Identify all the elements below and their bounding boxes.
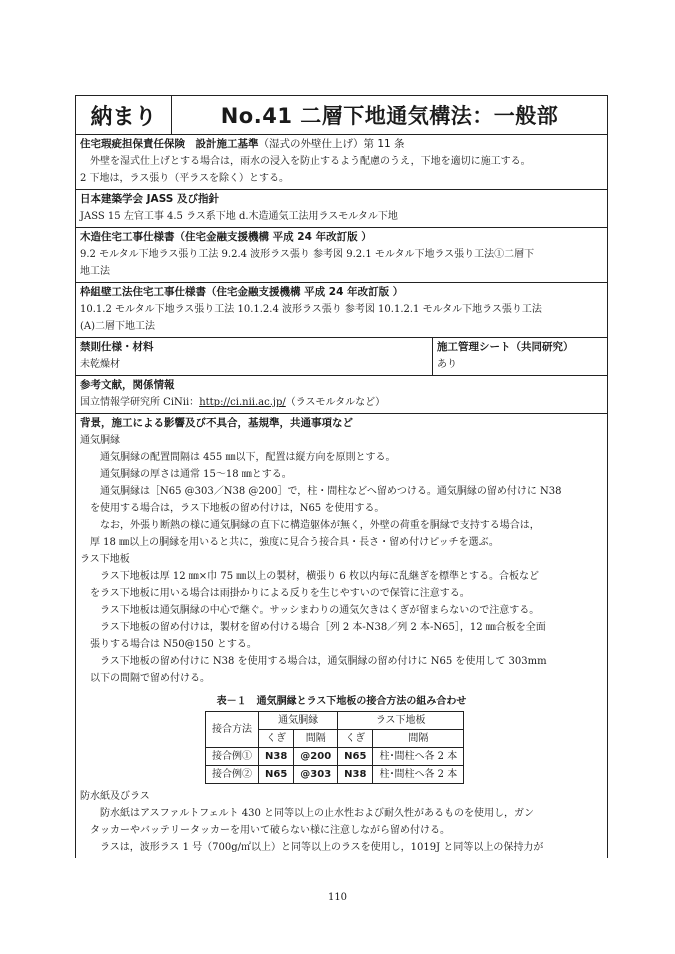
table-cell: 柱･間柱へ各 2 本	[373, 766, 464, 784]
section-heading: 木造住宅工事仕様書（住宅金融支援機構 平成 24 年改訂版 ）	[80, 231, 372, 243]
table-cell: N38	[338, 766, 373, 784]
paragraph-line: 張りする場合は N50@150 とする。	[90, 639, 257, 650]
section-frame-spec	[76, 283, 607, 338]
paragraph-line: ラスは，波形ラス 1 号（700g/㎡以上）と同等以上のラスを使用し，1019J と同等以上の保持力が	[100, 842, 544, 853]
paragraph-line: ラス下地板は厚 12 ㎜×巾 75 ㎜以上の製材，横張り 6 枚以内毎に乱継ぎを標準とする。合板など	[100, 571, 539, 582]
paragraph-line: をラス下地板に用いる場合は雨掛かりによる反りを生じやすいので保管に注意する。	[90, 588, 470, 599]
table-header-cell: 間隔	[294, 730, 338, 748]
section-text: 地工法	[80, 266, 110, 277]
section-text: 未乾燥材	[80, 359, 120, 370]
paragraph-line: ラス下地板の留め付けは，製材を留め付ける場合［列 2 本-N38／列 2 本-N65］，12 ㎜合板を全面	[100, 622, 546, 633]
section-text: 国立情報学研究所 CiNii：http://ci.nii.ac.jp/（ラスモルタルなど）	[80, 397, 386, 408]
table-cell: N65	[338, 748, 373, 766]
section-heading: 住宅瑕疵担保責任保険 設計施工基準（湿式の外壁仕上げ）第 11 条	[80, 138, 405, 150]
paragraph-line: 以下の間隔で留め付ける。	[90, 673, 210, 684]
table-cell: N38	[259, 748, 294, 766]
section-heading: 日本建築学会 JASS 及び指針	[80, 193, 219, 205]
paragraph-line: 厚 18 ㎜以上の胴縁を用いると共に，強度に見合う接合具・長さ・留め付けピッチを選ぶ。	[90, 537, 499, 548]
table-header-cell: ラス下地板	[338, 712, 464, 730]
section-text: 2 下地は，ラス張り（平ラスを除く）とする。	[80, 173, 289, 184]
table-cell: 柱･間柱へ各 2 本	[373, 748, 464, 766]
section-background	[76, 414, 607, 858]
section-text: 10.1.2 モルタル下地ラス張り工法 10.1.2.4 波形ラス張り 参考図 10.1.2.1 モルタル下地ラス張り工法	[80, 304, 542, 315]
section-wooden-spec	[76, 228, 607, 283]
section-prohibited-and-sheet	[76, 338, 607, 376]
section-text: (A)二層下地工法	[80, 321, 156, 332]
category-label: 納まり	[76, 96, 172, 134]
table-header-row	[206, 712, 464, 730]
section-text: あり	[437, 359, 457, 370]
paragraph-line: 通気胴縁の配置間隔は 455 ㎜以下，配置は縦方向を原則とする。	[100, 452, 396, 463]
table-header-cell: 通気胴縁	[259, 712, 338, 730]
paragraph-line: 通気胴縁の厚さは通常 15～18 ㎜とする。	[100, 469, 292, 480]
cinii-link[interactable]: http://ci.nii.ac.jp/	[199, 397, 286, 408]
page-title: No.41 二層下地通気構法：一般部	[220, 104, 559, 128]
section-references	[76, 376, 607, 414]
table-cell: 接合例②	[206, 766, 259, 784]
table-header-cell: 接合方法	[206, 712, 259, 748]
table-cell: N65	[259, 766, 294, 784]
paragraph-line: ラス下地板の留め付けに N38 を使用する場合は，通気胴縁の留め付けに N65 を使用して 303mm	[100, 656, 547, 667]
table-row	[206, 766, 464, 784]
table-header-cell: 間隔	[373, 730, 464, 748]
paragraph-line: 通気胴縁は［N65 @303／N38 @200］で，柱・間柱などへ留めつける。通気胴縁の留め付けに N38	[100, 486, 562, 497]
section-text: JASS 15 左官工事 4.5 ラス系下地 d.木造通気工法用ラスモルタル下地	[80, 211, 398, 222]
title-bar	[76, 96, 607, 135]
paragraph-line: なお，外張り断熱の様に通気胴縁の直下に構造躯体が無く，外壁の荷重を胴縁で支持する場合は，	[100, 520, 540, 531]
section-text: 外壁を湿式仕上げとする場合は，雨水の浸入を防止するよう配慮のうえ，下地を適切に施工する。	[90, 156, 531, 167]
table-cell: @200	[294, 748, 338, 766]
subheading-lath-board: ラス下地板	[80, 554, 130, 565]
paragraph-line: 防水紙はアスファルトフェルト 430 と同等以上の止水性および耐久性があるものを使用し，ガン	[100, 808, 535, 819]
section-heading: 禁則仕様・材料	[80, 341, 154, 353]
table-cell: @303	[294, 766, 338, 784]
subheading-waterproof-and-lath: 防水紙及びラス	[80, 791, 150, 802]
section-heading: 背景，施工による影響及び不具合，基規準，共通事項など	[80, 417, 353, 429]
section-heading: 参考文献，関係情報	[80, 379, 175, 391]
prohibited-cell	[76, 338, 433, 375]
section-jass	[76, 190, 607, 228]
paragraph-line: を使用する場合は，ラス下地板の留め付けは，N65 を使用する。	[90, 503, 385, 514]
section-heading: 施工管理シート（共同研究）	[437, 341, 574, 353]
management-sheet-cell	[433, 338, 607, 375]
document-frame	[75, 95, 608, 858]
paragraph-line: タッカーやバッテリータッカーを用いて破らない様に注意しながら留め付ける。	[90, 825, 450, 836]
table-cell: 接合例①	[206, 748, 259, 766]
table-row	[206, 748, 464, 766]
joint-method-table	[205, 711, 464, 784]
table-header-cell: くぎ	[259, 730, 294, 748]
paragraph-line: ラス下地板は通気胴縁の中心で継ぐ。サッシまわりの通気欠きはくぎが留まらないので注意する。	[100, 605, 540, 616]
section-heading: 枠組壁工法住宅工事仕様書（住宅金融支援機構 平成 24 年改訂版 ）	[80, 286, 404, 298]
page-number: 110	[327, 892, 348, 903]
subheading-furring: 通気胴縁	[80, 435, 120, 446]
table-caption: 表－１ 通気胴縁とラス下地板の接合方法の組み合わせ	[216, 696, 467, 707]
table-header-cell: くぎ	[338, 730, 373, 748]
section-warranty-standard	[76, 135, 607, 190]
section-text: 9.2 モルタル下地ラス張り工法 9.2.4 波形ラス張り 参考図 9.2.1 モルタル下地ラス張り工法①二層下	[80, 249, 535, 260]
